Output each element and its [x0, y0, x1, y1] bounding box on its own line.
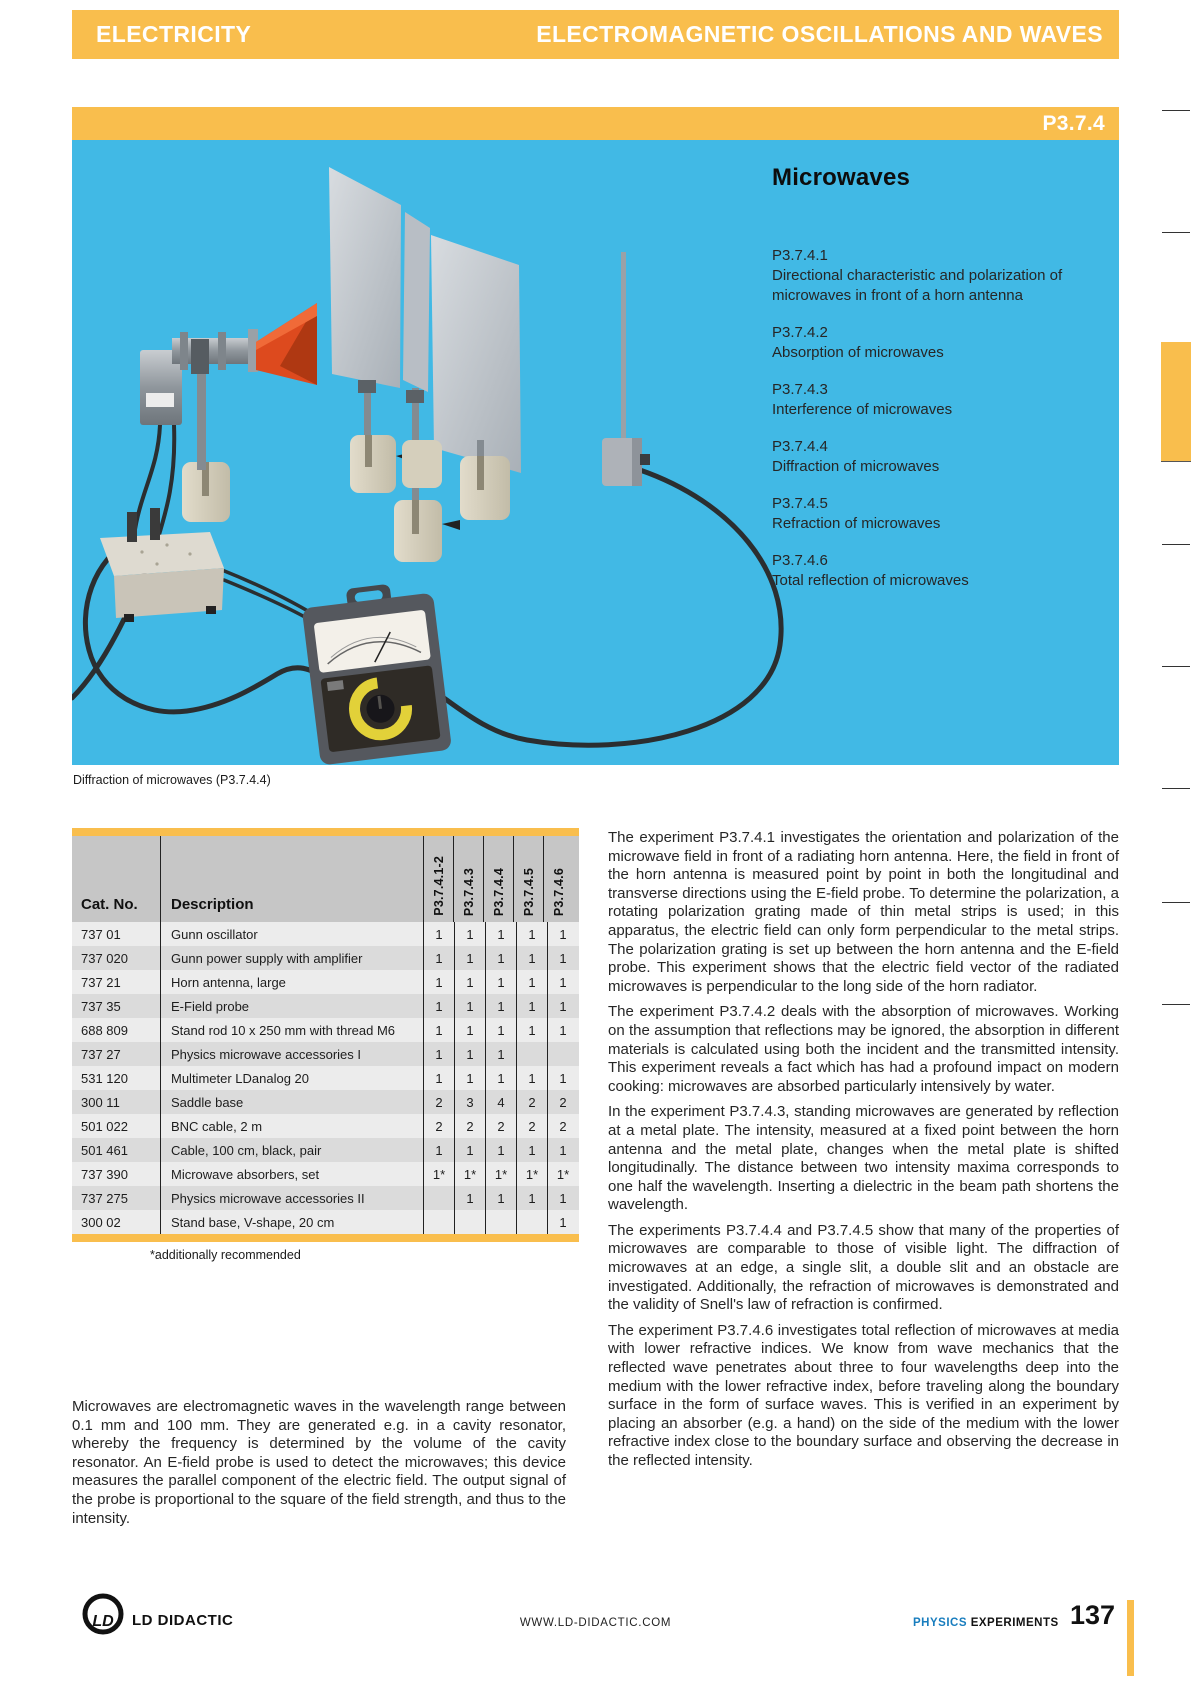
- metal-plate-3: [431, 235, 521, 473]
- item-description: Multimeter LDanalog 20: [160, 1066, 423, 1090]
- metal-plate-1: [329, 167, 401, 388]
- qty-p3746: 1: [547, 1018, 578, 1042]
- qty-p3744: 1: [485, 1066, 516, 1090]
- experiment-name: Absorption of microwaves: [772, 344, 944, 361]
- experiment-name: Diffraction of microwaves: [772, 458, 940, 475]
- crop-mark: [1162, 666, 1190, 667]
- qty-p37412: 2: [423, 1114, 454, 1138]
- qty-p3746: [547, 1042, 578, 1066]
- qty-p3743: 1: [454, 1018, 485, 1042]
- qty-p37412: 1: [423, 994, 454, 1018]
- footer-series-physics: PHYSICS: [913, 1617, 967, 1629]
- catalog-number: 737 275: [81, 1190, 128, 1206]
- qty-p3746: 1: [547, 946, 578, 970]
- qty-p3745: 1: [516, 1018, 547, 1042]
- qty-p3743: 1: [454, 1138, 485, 1162]
- header-chapter-label: ELECTROMAGNETIC OSCILLATIONS AND WAVES: [536, 21, 1103, 47]
- multimeter-illustration: [300, 579, 452, 765]
- crop-mark: [1162, 1004, 1190, 1005]
- body-paragraph: The experiment P3.7.4.2 deals with the absorption of microwaves. Working on the assumption that reflections may be ignored, the absorption in different materials is calculated using both the incident and the transmitted intensity. This experiment reveals a fact which has had a profound impact on modern cooking: microwaves are absorbed particularly intensively by water.: [608, 1003, 1119, 1095]
- section-code-bar: [72, 107, 1119, 140]
- qty-p3746: 1*: [547, 1162, 578, 1186]
- qty-p3745: 1: [516, 946, 547, 970]
- item-description: Horn antenna, large: [160, 970, 423, 994]
- qty-p3745: [516, 1210, 547, 1234]
- table-row: [72, 1138, 579, 1162]
- qty-p3746: 2: [547, 1114, 578, 1138]
- experiment-column-header: P3.7.4.1-2: [423, 836, 453, 922]
- catalog-number: 300 11: [81, 1094, 120, 1110]
- experiment-code: P3.7.4.1: [772, 247, 828, 264]
- qty-p3743: 1: [454, 994, 485, 1018]
- qty-p3743: [454, 1210, 485, 1234]
- table-row: [72, 994, 579, 1018]
- qty-p3743: 1: [454, 970, 485, 994]
- experiment-code: P3.7.4.4: [772, 438, 828, 455]
- photo-caption: Diffraction of microwaves (P3.7.4.4): [73, 773, 271, 787]
- page-number: 137: [1069, 1600, 1115, 1630]
- table-body: [72, 922, 579, 1234]
- intro-paragraph: Microwaves are electromagnetic waves in the wavelength range between 0.1 mm and 100 mm. They are generated e.g. in a cavity resonator, whereby the frequency is determined by the volume of the cavity resonator. An E-field probe is used to detect the microwaves; this device measures the parallel component of the electric field. The output signal of the probe is proportional to the square of the field strength, and thus to the intensity.: [72, 1398, 566, 1527]
- qty-p3743: 1: [454, 1066, 485, 1090]
- qty-p3744: 2: [485, 1114, 516, 1138]
- qty-p3746: 2: [547, 1090, 578, 1114]
- qty-p37412: 1: [423, 946, 454, 970]
- item-description: Cable, 100 cm, black, pair: [160, 1138, 423, 1162]
- qty-p37412: 2: [423, 1090, 454, 1114]
- body-paragraph: In the experiment P3.7.4.3, standing microwaves are generated by reflection at a metal plate. The intensity, measured at a fixed point between the horn antenna and the metal plate, changes when the metal plate is shifted longitudinally. The distance between two intensity maxima corresponds to one half the wavelength. Inserting a dielectric in the beam path shortens the wavelength.: [608, 1103, 1119, 1214]
- crop-mark: [1162, 788, 1190, 789]
- qty-p3745: 1: [516, 1066, 547, 1090]
- experiment-item: [772, 551, 1117, 591]
- qty-p3746: 1: [547, 922, 578, 946]
- qty-p3743: 2: [454, 1114, 485, 1138]
- qty-p3743: 1: [454, 1186, 485, 1210]
- table-row: [72, 1090, 579, 1114]
- experiment-column-header: P3.7.4.3: [453, 836, 483, 922]
- qty-p3744: 1: [485, 970, 516, 994]
- qty-p3743: 1: [454, 922, 485, 946]
- footer-url: WWW.LD-DIDACTIC.COM: [519, 1617, 672, 1629]
- catalog-number: 737 35: [81, 998, 121, 1014]
- footer-brand-text: LD DIDACTIC: [132, 1612, 234, 1629]
- table-top-accent-bar: [72, 828, 579, 836]
- experiment-column-headers: [423, 836, 573, 922]
- footer-series-label: [913, 1617, 1059, 1629]
- qty-p3746: 1: [547, 1066, 578, 1090]
- table-row: [72, 946, 579, 970]
- qty-p3744: 1: [485, 994, 516, 1018]
- experiment-column-header: P3.7.4.6: [543, 836, 573, 922]
- metal-plate-2: [403, 212, 430, 392]
- qty-p3745: 1: [516, 922, 547, 946]
- column-header-description: Description: [160, 836, 423, 922]
- qty-p37412: [423, 1210, 454, 1234]
- equipment-table: [72, 828, 579, 1262]
- experiment-item: [772, 437, 1117, 477]
- section-code: P3.7.4: [1042, 112, 1105, 135]
- table-row: [72, 1114, 579, 1138]
- table-row: [72, 1162, 579, 1186]
- qty-p3744: 1: [485, 1042, 516, 1066]
- catalog-number: 737 390: [81, 1166, 128, 1182]
- qty-p3745: 1: [516, 1186, 547, 1210]
- item-description: Stand base, V-shape, 20 cm: [160, 1210, 423, 1234]
- catalog-number: 531 120: [81, 1070, 128, 1086]
- table-row: [72, 1186, 579, 1210]
- table-row: [72, 970, 579, 994]
- body-paragraph: The experiment P3.7.4.6 investigates total reflection of microwaves at media with lower refractive indices. We know from wave mechanics that the reflected wave penetrates about three to four wavelengths deep into the medium with the lower refractive index, before traveling along the boundary surface in the form of surface waves. This is verified in an experiment by placing an absorber (e.g. a hand) on the side of the medium with the lower refractive index close to the boundary surface and observing the decrease in the reflected intensity.: [608, 1321, 1119, 1469]
- item-description: Gunn power supply with amplifier: [160, 946, 423, 970]
- body-paragraph: The experiment P3.7.4.1 investigates the orientation and polarization of the microwave field in front of a radiating horn antenna. Here, the field in front of the horn antenna is measured point by point in both the longitudinal and transverse directions using the E-field probe. To determine the polarization, a rotating polarization grating made of thin metal strips is used; in this apparatus, the electric field can only form perpendicular to the metal strips. The polarization grating is set up between the horn antenna and the E-field probe. This experiment shows that the electric field vector of the radiated microwaves is perpendicular to the long side of the horn radiator.: [608, 829, 1119, 995]
- item-description: Physics microwave accessories I: [160, 1042, 423, 1066]
- item-description: Saddle base: [160, 1090, 423, 1114]
- qty-p3746: 1: [547, 1210, 578, 1234]
- column-header-cat-no: Cat. No.: [81, 896, 138, 913]
- experiment-name: Interference of microwaves: [772, 401, 953, 418]
- page-header-bar: [72, 10, 1119, 59]
- experiment-item: [772, 380, 1117, 420]
- qty-p3745: 1: [516, 994, 547, 1018]
- crop-mark: [1162, 902, 1190, 903]
- experiment-photo-panel: [72, 140, 1119, 765]
- catalog-number: 300 02: [81, 1214, 121, 1230]
- item-description: Physics microwave accessories II: [160, 1186, 423, 1210]
- catalog-number: 737 01: [81, 926, 121, 942]
- experiment-name: Total reflection of microwaves: [772, 572, 969, 589]
- header-section-label: ELECTRICITY: [96, 21, 252, 47]
- item-description: Gunn oscillator: [160, 922, 423, 946]
- table-row: [72, 1042, 579, 1066]
- qty-p3744: 1*: [485, 1162, 516, 1186]
- qty-p3745: 2: [516, 1114, 547, 1138]
- catalog-number: 737 020: [81, 950, 128, 966]
- experiment-code: P3.7.4.2: [772, 324, 828, 341]
- qty-p3745: 1: [516, 970, 547, 994]
- qty-p37412: 1*: [423, 1162, 454, 1186]
- qty-p37412: 1: [423, 1042, 454, 1066]
- catalog-number: 688 809: [81, 1022, 128, 1038]
- catalog-number: 501 461: [81, 1142, 128, 1158]
- item-description: E-Field probe: [160, 994, 423, 1018]
- qty-p3745: 2: [516, 1090, 547, 1114]
- experiment-list: [772, 246, 1117, 591]
- table-footnote: *additionally recommended: [150, 1248, 301, 1262]
- table-row: [72, 1018, 579, 1042]
- qty-p3746: 1: [547, 1138, 578, 1162]
- qty-p3744: 1: [485, 922, 516, 946]
- footer-series-experiments: EXPERIMENTS: [970, 1617, 1059, 1629]
- hero-title: Microwaves: [772, 164, 911, 191]
- qty-p37412: [423, 1186, 454, 1210]
- e-field-probe-illustration: [602, 252, 650, 486]
- svg-text:LD: LD: [92, 1613, 114, 1630]
- table-header-row: [72, 836, 579, 922]
- qty-p37412: 1: [423, 1066, 454, 1090]
- experiment-name: Directional characteristic and polarization of microwaves in front of a horn antenna: [772, 267, 1063, 304]
- footer-accent-bar: [1127, 1600, 1134, 1676]
- qty-p37412: 1: [423, 922, 454, 946]
- qty-p3743: 1: [454, 946, 485, 970]
- qty-p3744: [485, 1210, 516, 1234]
- body-paragraph: The experiments P3.7.4.4 and P3.7.4.5 show that many of the properties of microwaves are comparable to those of visible light. The diffraction of microwaves at an edge, a single slit, a double slit and an obstacle are investigated. Additionally, the refraction of microwaves is demonstrated and the validity of Snell's law of refraction is confirmed.: [608, 1221, 1119, 1314]
- experiment-item: [772, 246, 1117, 306]
- experiment-item: [772, 494, 1117, 534]
- catalog-number: 501 022: [81, 1118, 128, 1134]
- qty-p3744: 1: [485, 946, 516, 970]
- qty-p37412: 1: [423, 970, 454, 994]
- qty-p3744: 4: [485, 1090, 516, 1114]
- crop-mark: [1162, 544, 1190, 545]
- qty-p3745: 1: [516, 1138, 547, 1162]
- table-row: [72, 1066, 579, 1090]
- hero-text-block: [772, 164, 1117, 608]
- item-description: BNC cable, 2 m: [160, 1114, 423, 1138]
- table-row: [72, 1210, 579, 1234]
- qty-p37412: 1: [423, 1018, 454, 1042]
- gunn-oscillator-illustration: [140, 303, 317, 470]
- qty-p3744: 1: [485, 1138, 516, 1162]
- qty-p3746: 1: [547, 1186, 578, 1210]
- item-description: Stand rod 10 x 250 mm with thread M6: [160, 1018, 423, 1042]
- experiment-item: [772, 323, 1117, 363]
- qty-p3745: 1*: [516, 1162, 547, 1186]
- body-text-column: [608, 829, 1119, 1478]
- crop-mark: [1162, 110, 1190, 111]
- item-description: Microwave absorbers, set: [160, 1162, 423, 1186]
- experiment-name: Refraction of microwaves: [772, 515, 941, 532]
- qty-p37412: 1: [423, 1138, 454, 1162]
- experiment-code: P3.7.4.6: [772, 552, 828, 569]
- qty-p3744: 1: [485, 1186, 516, 1210]
- experiment-code: P3.7.4.3: [772, 381, 828, 398]
- chapter-margin-tab: [1161, 342, 1191, 462]
- catalog-number: 737 21: [81, 974, 121, 990]
- qty-p3746: 1: [547, 970, 578, 994]
- table-row: [72, 922, 579, 946]
- table-bottom-accent-bar: [72, 1234, 579, 1242]
- qty-p3744: 1: [485, 1018, 516, 1042]
- crop-mark: [1162, 232, 1190, 233]
- qty-p3743: 1*: [454, 1162, 485, 1186]
- catalog-number: 737 27: [81, 1046, 121, 1062]
- qty-p3746: 1: [547, 994, 578, 1018]
- experiment-column-header: P3.7.4.5: [513, 836, 543, 922]
- qty-p3745: [516, 1042, 547, 1066]
- qty-p3743: 3: [454, 1090, 485, 1114]
- experiment-column-header: P3.7.4.4: [483, 836, 513, 922]
- qty-p3743: 1: [454, 1042, 485, 1066]
- experiment-code: P3.7.4.5: [772, 495, 828, 512]
